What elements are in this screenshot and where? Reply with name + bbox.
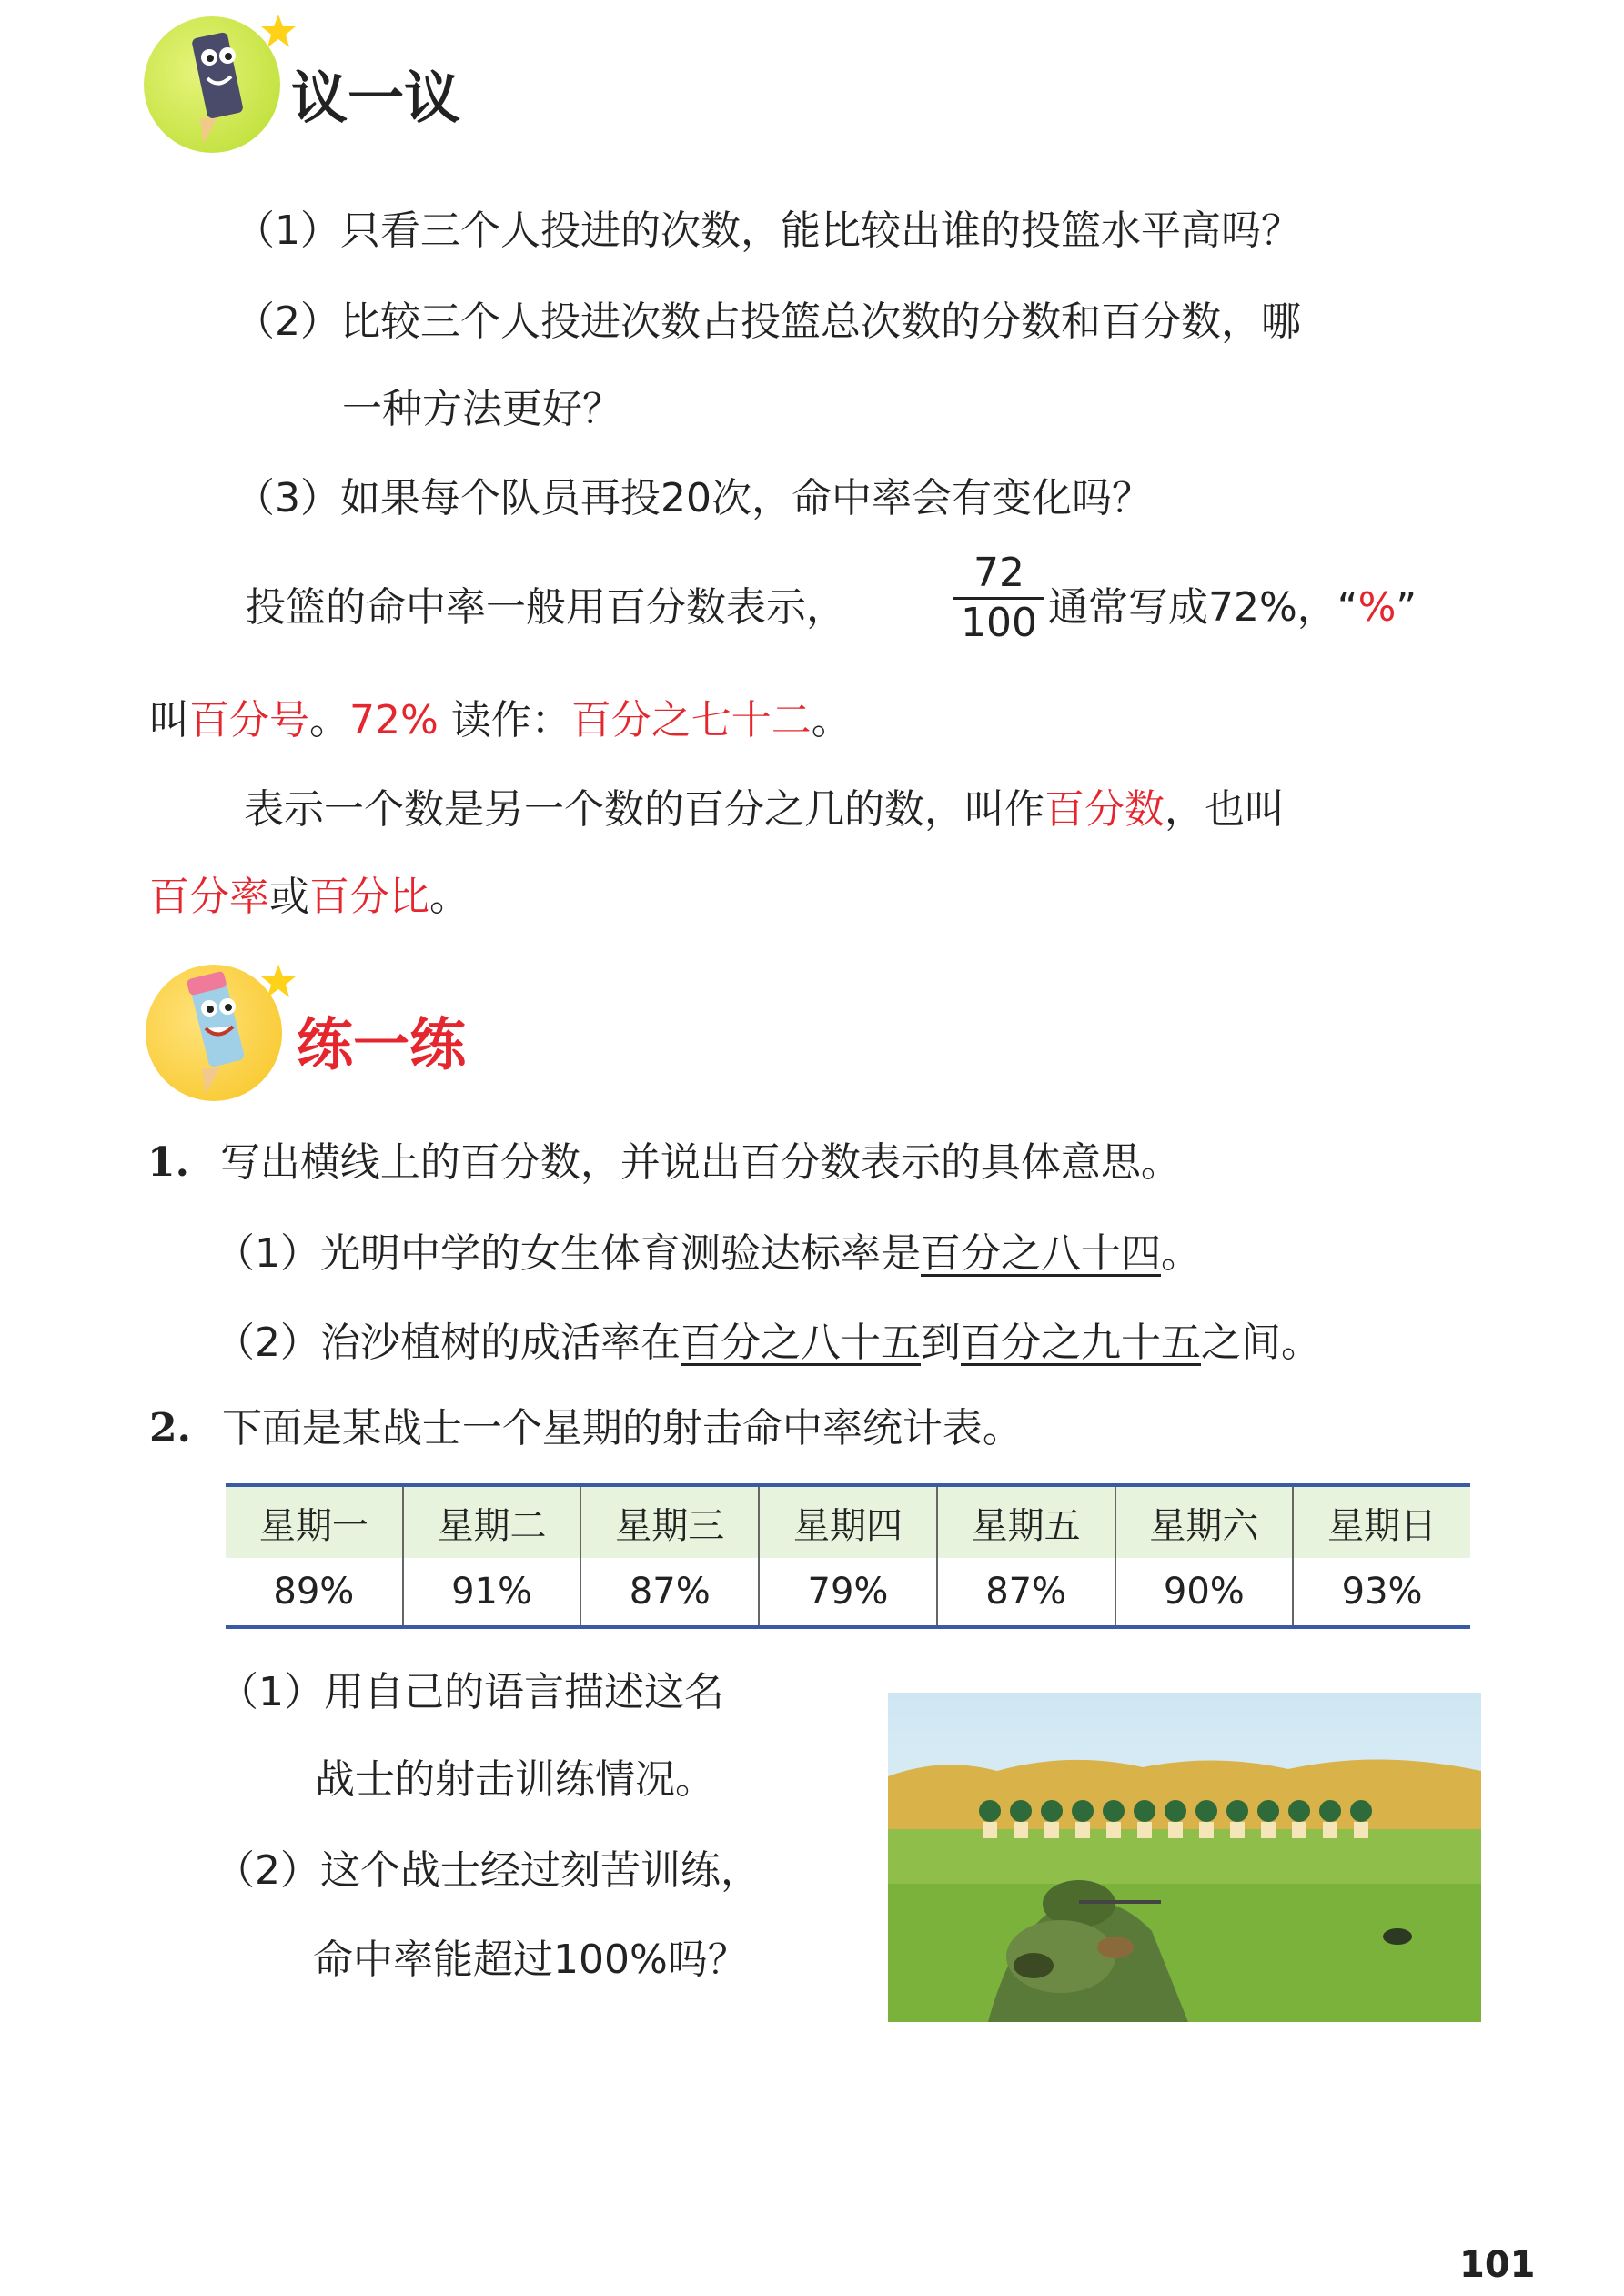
e2-sub2-line1: （2）这个战士经过刻苦训练， <box>215 1847 761 1894</box>
fraction-denominator: 100 <box>961 600 1037 646</box>
e1-s2-pre: （2）治沙植树的成活率在 <box>215 1320 681 1366</box>
def-p1-after <box>1048 581 1417 635</box>
discuss-q3: （3）如果每个队员再投20次，命中率会有变化吗？ <box>235 475 1152 521</box>
e1-s2-mid: 到 <box>921 1320 961 1366</box>
table-header-row <box>226 1485 1470 1558</box>
discuss-q1: （1）只看三个人投进的次数，能比较出谁的投篮水平高吗？ <box>235 207 1301 254</box>
table-cell: 87% <box>937 1558 1115 1627</box>
fraction-72-100 <box>953 550 1044 647</box>
table-header-cell: 星期三 <box>580 1485 759 1558</box>
def-p2 <box>149 693 852 748</box>
value-72-percent: 72% <box>349 697 439 743</box>
close-quote: ” <box>1396 584 1417 631</box>
e2-sub2-line2: 命中率能超过100%吗？ <box>313 1937 748 1983</box>
fraction-numerator: 72 <box>953 550 1044 600</box>
e2-sub1-line2: 战士的射击训练情况。 <box>315 1756 715 1803</box>
percent-sign: % <box>1357 584 1397 631</box>
table-cell: 93% <box>1341 1571 1423 1613</box>
exercise-2-number: 2. <box>149 1405 191 1451</box>
def-p1-after-text: 通常写成72%，“ <box>1048 584 1358 631</box>
discuss-title: 议一议 <box>291 65 461 131</box>
exercise-1-sub2 <box>215 1316 1321 1371</box>
def-p3 <box>244 783 1285 837</box>
term-ratio: 百分比 <box>309 874 429 920</box>
practice-title: 练一练 <box>297 1011 467 1077</box>
table-header-cell: 星期一 <box>226 1485 403 1558</box>
def-p3-text: 表示一个数是另一个数的百分之几的数，叫作 <box>244 786 1044 833</box>
table-cell: 90% <box>1115 1558 1294 1627</box>
table-header-cell: 星期四 <box>759 1485 937 1558</box>
table-cell: 79% <box>759 1558 937 1627</box>
def-p2-mid2: 读作： <box>438 697 571 743</box>
page-number: 101 <box>1459 2244 1536 2286</box>
discuss-badge <box>144 16 280 153</box>
e1-s2-underlined-2: 百分之九十五 <box>961 1320 1201 1366</box>
term-percent-sign: 百分号 <box>189 697 309 743</box>
table-cell: 89% <box>226 1558 403 1627</box>
exercise-1 <box>147 1136 1181 1190</box>
e1-s2-underlined-1: 百分之八十五 <box>681 1320 921 1366</box>
table-row <box>226 1558 1470 1627</box>
table-header-cell: 星期五 <box>937 1485 1115 1558</box>
hit-rate-table <box>226 1483 1470 1629</box>
exercise-1-text: 写出横线上的百分数，并说出百分数表示的具体意思。 <box>219 1139 1181 1186</box>
exercise-2-text: 下面是某战士一个星期的射击命中率统计表。 <box>221 1405 1023 1451</box>
term-percent: 百分数 <box>1044 786 1165 833</box>
e2-sub1-line1: （1）用自己的语言描述这名 <box>218 1669 724 1715</box>
discuss-q2-line2: 一种方法更好？ <box>342 386 622 432</box>
table-cell: 91% <box>403 1558 581 1627</box>
exercise-2 <box>149 1401 1023 1456</box>
star-icon <box>260 963 297 999</box>
discuss-q2-line1: （2）比较三个人投进次数占投篮总次数的分数和百分数，哪 <box>235 298 1301 345</box>
def-p2-pre: 叫 <box>149 697 189 743</box>
practice-badge <box>146 965 282 1101</box>
def-p4-mid: 或 <box>269 874 309 920</box>
table-header-cell: 星期二 <box>403 1485 581 1558</box>
def-p4 <box>149 870 469 925</box>
def-p1 <box>246 581 846 635</box>
e1-s1-underlined: 百分之八十四 <box>921 1230 1161 1277</box>
table-header-cell: 星期日 <box>1293 1485 1470 1558</box>
exercise-1-sub1 <box>215 1227 1201 1281</box>
table-cell: 87% <box>580 1558 759 1627</box>
e1-s2-end: 之间。 <box>1201 1320 1321 1366</box>
table-header-cell: 星期六 <box>1115 1485 1294 1558</box>
term-rate: 百分率 <box>149 874 269 920</box>
e1-s1-pre: （1）光明中学的女生体育测验达标率是 <box>215 1230 921 1277</box>
def-p4-end: 。 <box>429 874 469 920</box>
e1-s1-end: 。 <box>1161 1230 1201 1277</box>
def-p1-text: 投篮的命中率一般用百分数表示， <box>246 584 846 631</box>
shooting-range-illustration <box>888 1693 1481 2022</box>
reading-72: 百分之七十二 <box>570 697 812 743</box>
def-p3-after: ，也叫 <box>1165 786 1285 833</box>
star-icon <box>260 13 297 49</box>
exercise-1-number: 1. <box>147 1139 189 1186</box>
def-p2-end: 。 <box>811 697 852 743</box>
def-p2-mid1: 。 <box>309 697 349 743</box>
